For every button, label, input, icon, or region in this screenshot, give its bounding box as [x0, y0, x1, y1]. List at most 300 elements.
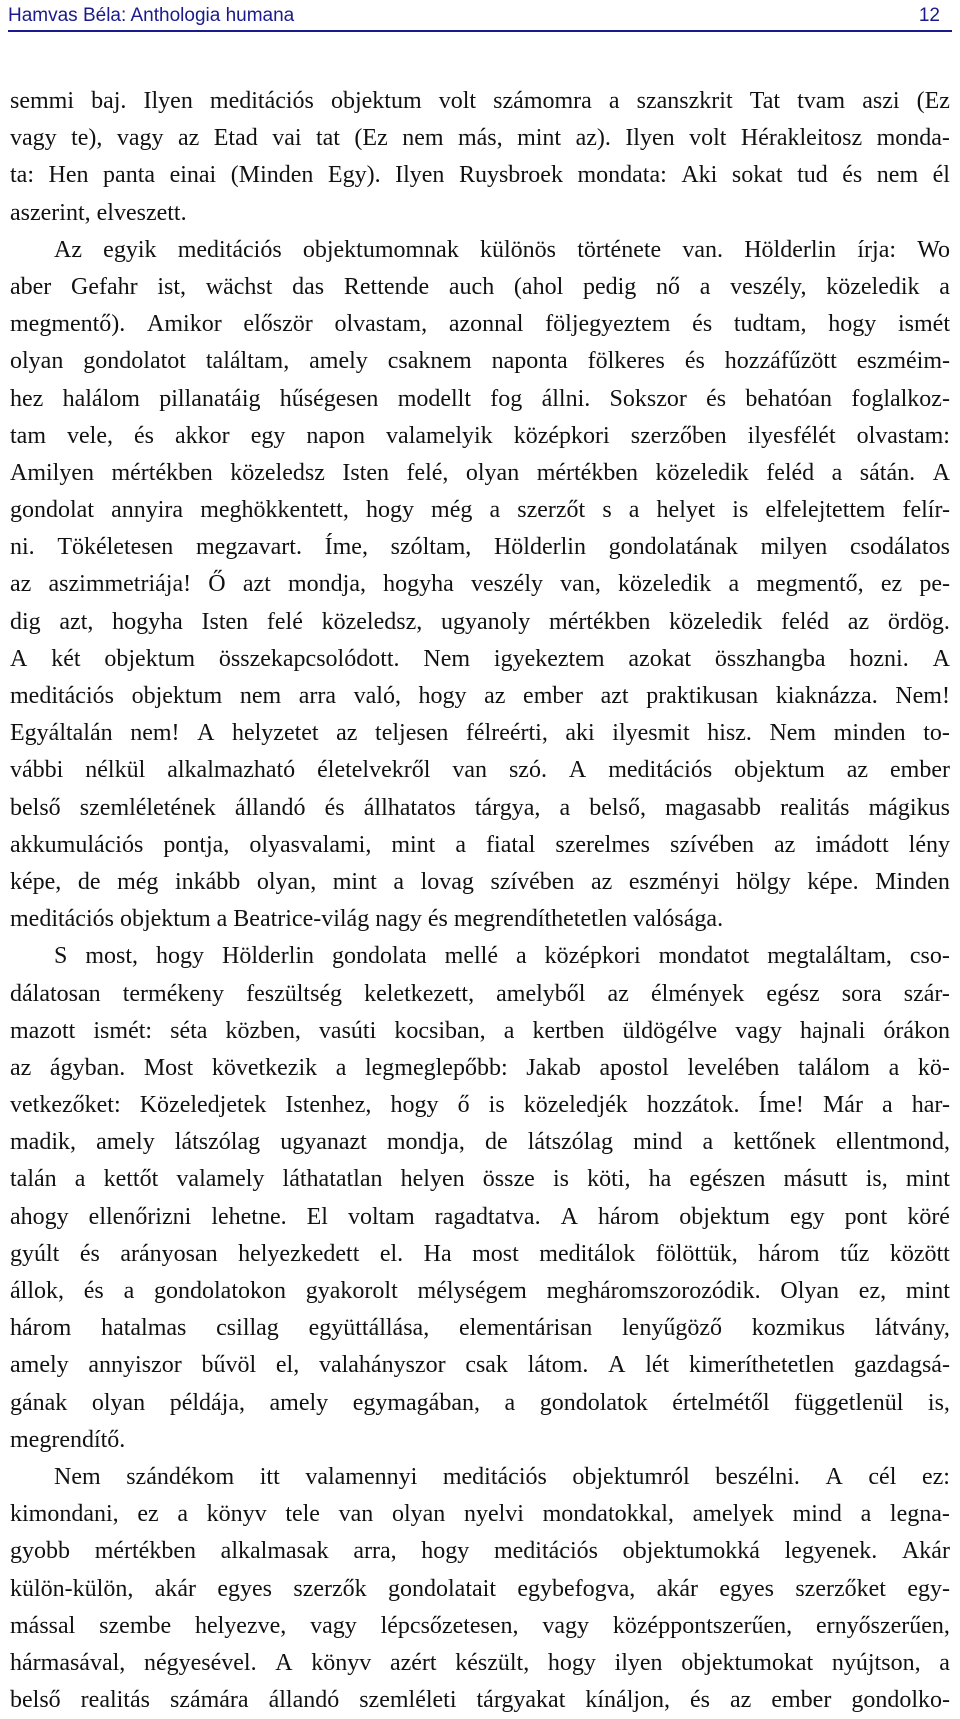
word: most — [472, 1240, 519, 1267]
word: Ilyen — [395, 162, 445, 189]
word: a — [515, 943, 527, 970]
word: Nem — [423, 645, 471, 672]
word: állandó — [234, 794, 306, 821]
word: más, — [457, 125, 503, 152]
word: szívében — [670, 831, 754, 858]
word: gondolat — [10, 497, 94, 524]
word: Hölderlin — [744, 236, 837, 263]
word: mással — [10, 1612, 76, 1639]
word: tárgya, — [474, 794, 541, 821]
word: szóltam, — [390, 534, 472, 561]
word: kö- — [917, 1054, 950, 1081]
word: eszméim- — [856, 348, 950, 375]
word: a — [455, 831, 467, 858]
word: Etad — [213, 125, 258, 152]
word: ugyanoly — [440, 608, 531, 635]
word: ellentmond, — [835, 1129, 950, 1156]
word: Hölderlin — [222, 943, 315, 970]
word: középkori — [544, 943, 641, 970]
word: és — [79, 1240, 100, 1267]
word: az — [484, 683, 506, 709]
word: kettőt — [103, 1166, 159, 1193]
word: fog — [490, 385, 523, 412]
word: felé, — [406, 459, 449, 486]
word: számára — [169, 1687, 249, 1714]
text-line — [10, 678, 950, 715]
word: négyesével. — [143, 1649, 257, 1676]
word: nem — [402, 125, 444, 152]
word: életelvekről — [317, 757, 431, 784]
word: a — [831, 459, 843, 486]
word: különös — [480, 236, 557, 263]
word: összekapcsolódott. — [218, 645, 400, 672]
word: pont — [844, 1203, 888, 1230]
word: Nem — [54, 1463, 101, 1490]
word: és — [324, 794, 345, 821]
word: cél — [868, 1463, 897, 1490]
word: ragadtatva. — [434, 1203, 541, 1230]
word: a — [702, 1129, 714, 1156]
word: das — [292, 273, 325, 300]
text-line — [10, 604, 950, 641]
text-line — [10, 1608, 950, 1645]
word: állandó — [268, 1687, 340, 1714]
word: egy- — [907, 1575, 950, 1602]
word: az — [590, 868, 613, 895]
text-line — [10, 418, 950, 455]
word: szerzőket — [795, 1575, 886, 1602]
word: a — [177, 1501, 188, 1528]
word: szerelmes — [555, 831, 650, 858]
word: séta — [170, 1017, 208, 1044]
word: belső, — [589, 794, 646, 821]
running-header — [8, 4, 952, 32]
word: azt, — [59, 608, 94, 635]
word: realitás — [780, 794, 850, 821]
word: egy — [250, 422, 286, 449]
word: és — [706, 385, 727, 412]
word: szerzők — [293, 1575, 367, 1602]
word: kertben — [532, 1017, 605, 1044]
word: története — [577, 236, 662, 263]
word: el. — [379, 1240, 404, 1267]
word: szár- — [903, 980, 950, 1007]
word: gyakorolt — [305, 1278, 398, 1304]
word: gazdagsá- — [854, 1352, 950, 1379]
word: meditációs — [442, 1463, 547, 1490]
word: amely — [269, 1389, 329, 1416]
word: mondja, — [287, 571, 366, 598]
word: azt — [600, 683, 629, 709]
word: azonnal — [448, 311, 524, 338]
word: har- — [911, 1092, 950, 1119]
word: hogy — [156, 943, 205, 970]
word: Ha — [423, 1240, 452, 1267]
word: számomra — [493, 88, 592, 114]
word: legyenek. — [784, 1538, 878, 1565]
word: és — [690, 1687, 711, 1714]
word: ez — [880, 571, 903, 598]
word: kiaknázza. — [775, 683, 878, 709]
text-line — [10, 1645, 950, 1682]
word: Már — [822, 1092, 863, 1119]
word: csaknem — [387, 348, 472, 375]
word: a — [123, 1278, 135, 1304]
word: nélkül — [85, 757, 146, 784]
word: inkább — [174, 868, 241, 895]
word: objektumokká — [622, 1538, 760, 1565]
word: mind — [792, 1501, 842, 1528]
text-line — [10, 381, 950, 418]
word: ez — [137, 1501, 159, 1528]
text-line — [10, 455, 950, 492]
word: baj. — [91, 88, 127, 114]
word: vagy — [542, 1612, 590, 1639]
word: fölkeres — [587, 348, 665, 375]
word: semmi — [10, 88, 74, 114]
word: most, — [85, 943, 139, 970]
word: fiatal — [486, 831, 536, 858]
word: dig — [10, 608, 41, 635]
word: csillag — [216, 1315, 279, 1342]
word: való, — [353, 683, 401, 709]
word: készült, — [455, 1649, 530, 1676]
word: hogy — [828, 311, 877, 338]
word: tele — [285, 1501, 320, 1528]
word: közeledik — [655, 459, 749, 486]
word: és — [83, 1278, 104, 1304]
word: azért — [389, 1649, 437, 1676]
word: ismét — [897, 311, 950, 338]
word: Tat — [749, 88, 781, 114]
word: Közeledjetek — [139, 1092, 267, 1119]
word: Sokszor — [609, 385, 687, 412]
word: objektum — [330, 88, 422, 114]
word: a — [939, 273, 950, 300]
word: mértékben — [111, 459, 213, 486]
word: ha — [648, 1166, 672, 1193]
word: apostol — [599, 1054, 669, 1081]
word: (Minden — [230, 162, 314, 189]
text-line — [10, 306, 950, 343]
word: és — [692, 311, 713, 338]
word: behatóan — [745, 385, 833, 412]
word: külön-külön, — [10, 1575, 134, 1602]
word: tat — [315, 125, 340, 152]
text-line — [10, 1496, 950, 1533]
word: az — [773, 831, 796, 858]
word: egyik — [103, 236, 157, 263]
word: hogy — [547, 1649, 596, 1676]
word: hűségesen — [279, 385, 379, 412]
word: hogy — [390, 1092, 439, 1119]
word: azokat — [628, 645, 692, 672]
word: gondolatának — [608, 534, 738, 561]
word: nem — [876, 162, 919, 189]
word: minden — [833, 720, 906, 747]
word: objektum — [679, 1203, 770, 1230]
word: madik, — [10, 1129, 76, 1156]
word: helyet — [656, 497, 716, 524]
text-line — [10, 1087, 950, 1124]
text-line — [10, 269, 950, 306]
word: a — [699, 273, 711, 300]
text-line — [10, 752, 950, 789]
word: Akár — [901, 1538, 950, 1565]
word: van, — [560, 571, 601, 598]
word: mint — [332, 868, 377, 895]
word: pe- — [919, 571, 950, 598]
word: mondatot — [658, 943, 750, 970]
word: (ahol — [513, 273, 564, 300]
word: belső — [10, 1687, 61, 1714]
word: egész — [766, 980, 820, 1007]
word: milyen — [760, 534, 828, 561]
text-line — [10, 1385, 950, 1422]
body-text — [10, 83, 950, 1719]
word: élmények — [650, 980, 745, 1007]
word: a — [559, 794, 571, 821]
text-line — [10, 232, 950, 269]
word: másutt — [783, 1166, 848, 1193]
word: hogy — [421, 1538, 470, 1565]
word: kimeríthetetlen — [688, 1352, 835, 1379]
word: tudtam, — [733, 311, 807, 338]
word: meditációs — [209, 88, 314, 114]
word: felír- — [902, 497, 950, 524]
word: összhangba — [714, 645, 826, 672]
word: szerzőben — [630, 422, 727, 449]
word: mellé — [444, 943, 498, 970]
word: objektumról — [572, 1463, 690, 1490]
word: cso- — [909, 943, 950, 970]
word: szívében — [490, 868, 575, 895]
word: mint — [391, 831, 436, 858]
word: alkalmasak — [220, 1538, 329, 1565]
word: középpontszerűen, — [612, 1612, 793, 1639]
word: először — [243, 311, 313, 338]
word: arra, — [353, 1538, 397, 1565]
word: Minden — [875, 868, 950, 895]
word: ilyesfélét — [747, 422, 836, 449]
word: amely — [96, 1129, 155, 1156]
word: kimondani, — [10, 1501, 119, 1528]
word: El — [306, 1203, 328, 1230]
word: hogy — [418, 683, 467, 709]
word: lépcsőzetesen, — [380, 1612, 519, 1639]
word: el, — [275, 1352, 300, 1379]
text-line: meditációs objektum a Beatrice-világ nagy és megrendíthetetlen valósága. — [10, 906, 724, 933]
word: következik — [211, 1054, 318, 1081]
word: láthatatlan — [282, 1166, 383, 1193]
word: az — [730, 1687, 752, 1714]
word: gának — [10, 1389, 68, 1416]
word: feléd — [781, 608, 830, 635]
word: meditációs — [608, 757, 713, 784]
word: értelmétől — [672, 1389, 770, 1416]
word: helyen — [400, 1166, 465, 1193]
word: megmentő). — [10, 311, 126, 338]
word: össze — [482, 1166, 535, 1193]
word: mondja, — [386, 1129, 465, 1156]
word: közeledjék — [523, 1092, 628, 1119]
word: objektum — [734, 757, 825, 784]
word: valamelyik — [386, 422, 493, 449]
word: megtaláltam, — [767, 943, 892, 970]
word: közeledik — [618, 571, 712, 598]
word: találtam, — [205, 348, 290, 375]
word: megmentő, — [756, 571, 864, 598]
word: vai — [272, 125, 302, 152]
word: állok, — [10, 1278, 64, 1304]
word: egyes — [217, 1575, 272, 1602]
text-line — [10, 1124, 950, 1161]
word: hozzátok. — [646, 1092, 740, 1119]
word: dálatosan — [10, 980, 101, 1007]
word: legmeglepőbb: — [364, 1054, 508, 1081]
word: valahányszor — [318, 1352, 446, 1379]
word: látom. — [527, 1352, 589, 1379]
word: megháromszorozódik. — [546, 1278, 761, 1304]
word: A — [932, 645, 950, 672]
word: valamennyi — [305, 1463, 418, 1490]
word: ő — [457, 1092, 470, 1119]
word: ismét: — [93, 1017, 153, 1044]
word: te), — [71, 125, 103, 152]
word: közeledik — [669, 608, 763, 635]
header-title: Hamvas Béla: Anthologia humana — [8, 5, 295, 26]
word: naponta — [491, 348, 568, 375]
word: A — [932, 459, 950, 486]
word: elfelejtettem — [765, 497, 886, 524]
word: gyúlt — [10, 1240, 60, 1267]
word: objektumomnak — [302, 236, 459, 263]
word: is — [488, 1092, 505, 1119]
word: Ilyen — [625, 125, 675, 152]
word: mértékben — [549, 608, 651, 635]
word: akkor — [175, 422, 230, 449]
word: Hen — [48, 162, 89, 189]
word: ez: — [921, 1463, 950, 1490]
word: mélységem — [417, 1278, 527, 1304]
word: olvastam, — [334, 311, 428, 338]
word: tvam — [797, 88, 846, 114]
word: hajnali — [799, 1017, 866, 1044]
word: ilyesmit — [612, 720, 690, 747]
word: példája, — [169, 1389, 245, 1416]
word: közeledsz, — [321, 608, 423, 635]
word: közeledsz — [230, 459, 325, 486]
word: a — [393, 868, 404, 895]
word: a — [939, 1649, 950, 1676]
word: sátán. — [859, 459, 916, 486]
word: látszólag — [527, 1129, 614, 1156]
word: helyezve, — [194, 1612, 287, 1639]
word: beszélni. — [715, 1463, 800, 1490]
word: a — [860, 1501, 872, 1528]
text-line: aszerint, elveszett. — [10, 199, 187, 226]
word: A — [275, 1649, 293, 1676]
word: A — [560, 1203, 578, 1230]
word: gondolatait — [388, 1575, 496, 1602]
word: olyan — [465, 459, 520, 486]
word: amelyek — [692, 1501, 774, 1528]
word: ördög. — [887, 608, 950, 635]
word: órákon — [883, 1017, 950, 1044]
word: hatalmas — [101, 1315, 187, 1342]
word: írja: — [857, 236, 897, 263]
word: S — [54, 943, 68, 970]
word: praktikusan — [646, 683, 759, 709]
word: tam — [10, 422, 46, 449]
word: amely — [10, 1352, 69, 1379]
word: gondolko- — [851, 1687, 950, 1714]
word: Istenhez, — [285, 1092, 372, 1119]
word: följegyeztem — [545, 311, 671, 338]
word: megzavart. — [196, 534, 302, 561]
word: hölgy — [736, 868, 791, 895]
word: az — [607, 980, 629, 1007]
word: itt — [259, 1463, 280, 1490]
word: helyezkedett — [238, 1240, 360, 1267]
word: vetkezőket: — [10, 1092, 121, 1119]
text-line — [10, 83, 950, 120]
word: a — [608, 88, 620, 114]
word: Ruysbroek — [458, 162, 563, 189]
word: mazott — [10, 1017, 76, 1044]
word: A — [825, 1463, 843, 1490]
word: az — [336, 720, 358, 747]
word: feléd — [766, 459, 815, 486]
word: hisz. — [707, 720, 752, 747]
word: pontja, — [163, 831, 230, 858]
word: az — [177, 125, 200, 152]
word: gondolatokon — [154, 1278, 286, 1304]
word: olyan — [91, 1389, 146, 1416]
word: képe, — [10, 868, 62, 895]
word: A — [197, 720, 215, 747]
word: pillanatáig — [159, 385, 261, 412]
word: aber — [10, 273, 52, 300]
text-line — [10, 1310, 950, 1347]
word: meditációs — [177, 236, 282, 263]
word: belső — [10, 794, 61, 821]
word: A — [568, 757, 587, 784]
word: nem! — [130, 720, 180, 747]
word: ágyban. — [49, 1054, 126, 1081]
word: aszi — [862, 88, 900, 114]
word: olyan — [391, 1501, 446, 1528]
word: alkalmazható — [167, 757, 296, 784]
word: termékeny — [122, 980, 225, 1007]
word: vábbi — [10, 757, 64, 784]
word: Rettende — [343, 273, 430, 300]
word: Most — [143, 1054, 194, 1081]
word: van. — [682, 236, 724, 263]
word: három — [10, 1315, 72, 1342]
word: és — [684, 348, 705, 375]
word: felé — [266, 608, 303, 635]
word: van — [338, 1501, 374, 1528]
text-line: megrendítő. — [10, 1426, 126, 1453]
word: Hölderlin — [493, 534, 586, 561]
word: is, — [865, 1166, 888, 1193]
word: akár — [656, 1575, 698, 1602]
word: Nem — [769, 720, 817, 747]
word: nyelvi — [463, 1501, 524, 1528]
word: de — [77, 868, 101, 895]
word: Isten — [201, 608, 249, 635]
